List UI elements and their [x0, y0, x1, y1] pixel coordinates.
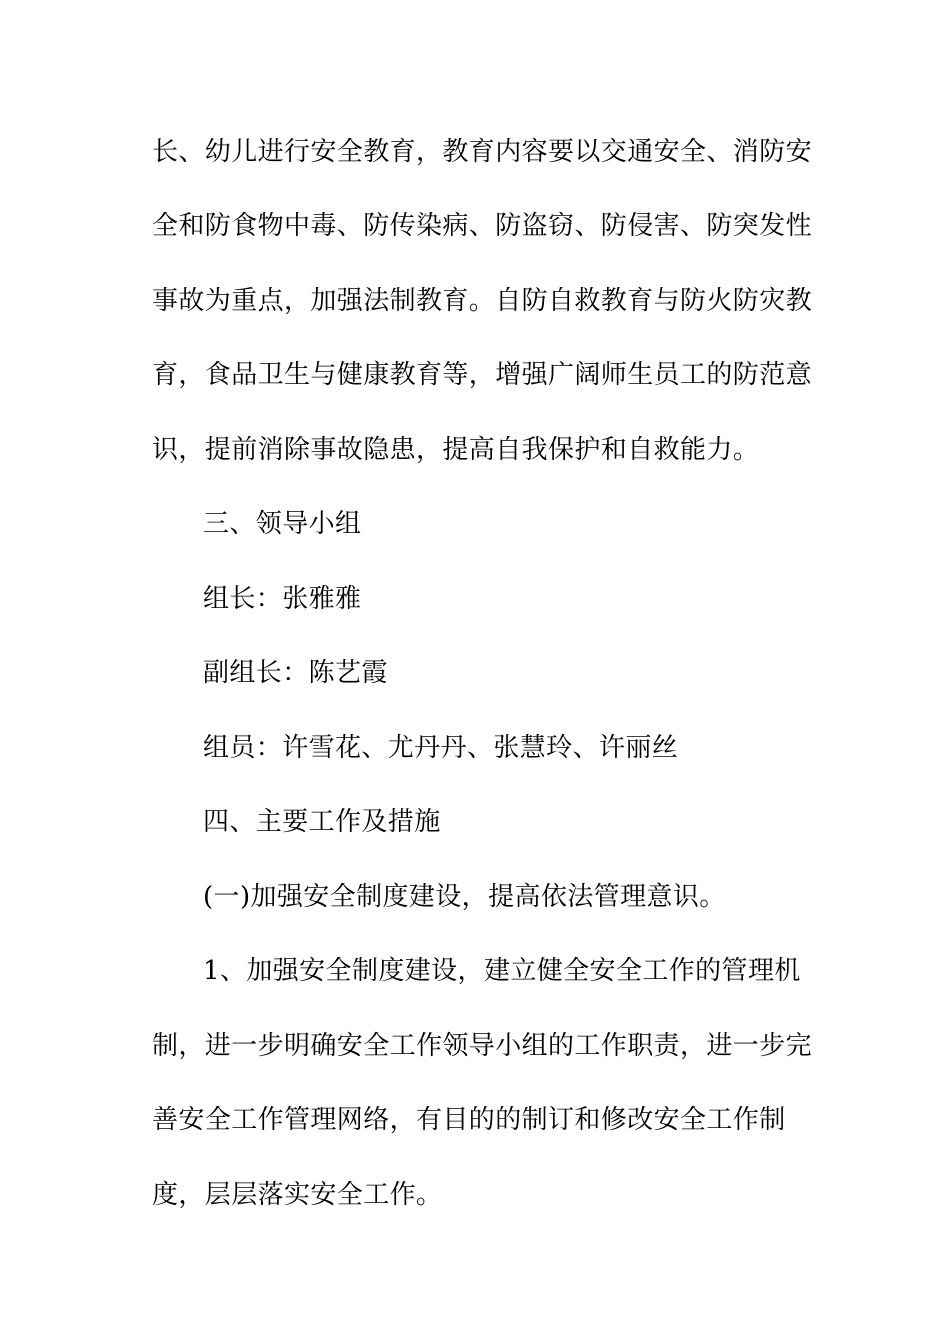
- subheading-safety-system: (一)加强安全制度建设，提高依法管理意识。: [203, 882, 726, 912]
- leader-line: 组长：张雅雅: [203, 584, 362, 614]
- item-line: 善安全工作管理网络，有目的的制订和修改安全工作制: [152, 1105, 786, 1135]
- members-line: 组员：许雪花、尤丹丹、张慧玲、许丽丝: [203, 733, 679, 763]
- section-heading-measures: 四、主要工作及措施: [203, 807, 441, 837]
- paragraph-line: 长、幼儿进行安全教育，教育内容要以交通安全、消防安: [152, 137, 813, 167]
- item-line: 1、加强安全制度建设，建立健全安全工作的管理机: [203, 956, 801, 986]
- paragraph-line: 育，食品卫生与健康教育等，增强广阔师生员工的防范意: [152, 360, 813, 390]
- paragraph-line: 全和防食物中毒、防传染病、防盗窃、防侵害、防突发性: [152, 211, 813, 241]
- item-line: 制，进一步明确安全工作领导小组的工作职责，进一步完: [152, 1031, 813, 1061]
- deputy-leader-line: 副组长：陈艺霞: [203, 658, 388, 688]
- item-line: 度，层层落实安全工作。: [152, 1180, 443, 1210]
- paragraph-line: 事故为重点，加强法制教育。自防自救教育与防火防灾教: [152, 286, 813, 316]
- section-heading-leadership: 三、领导小组: [203, 509, 362, 539]
- paragraph-line: 识，提前消除事故隐患，提高自我保护和自救能力。: [152, 435, 760, 465]
